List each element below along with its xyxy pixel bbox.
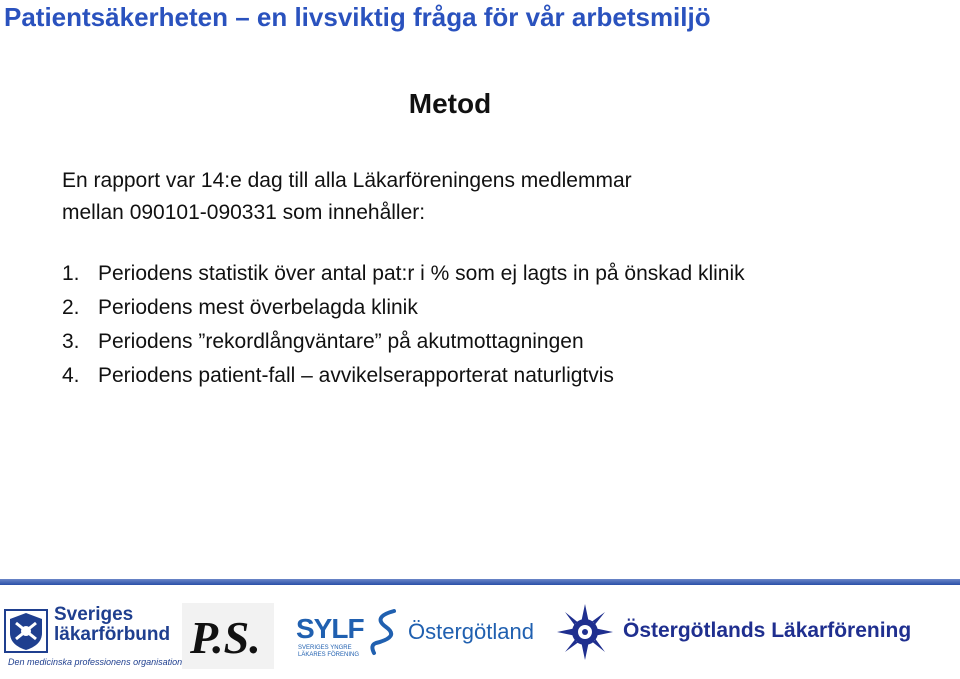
sylf-ostergotland-logo bbox=[296, 603, 546, 669]
star-emblem-logo bbox=[556, 603, 614, 661]
report-contents-list bbox=[62, 257, 745, 393]
list-item-text: Periodens patient-fall – avvikelserapporterat naturligtvis bbox=[98, 364, 614, 387]
slide-title: Patientsäkerheten – en livsviktig fråga för vår arbetsmiljö bbox=[4, 2, 711, 32]
star-emblem-icon bbox=[556, 603, 614, 661]
crest-icon bbox=[4, 609, 48, 653]
list-item bbox=[62, 359, 745, 393]
sylf-mark: SYLF bbox=[296, 613, 364, 644]
list-item-number: 3. bbox=[62, 330, 80, 353]
ps-logo-text: P.S. bbox=[190, 612, 261, 663]
list-item-text: Periodens ”rekordlångväntare” på akutmottagningen bbox=[98, 330, 584, 353]
list-item-number: 4. bbox=[62, 364, 80, 387]
list-item-text: Periodens statistik över antal pat:r i % som ej lagts in på önskad klinik bbox=[98, 262, 745, 285]
list-item bbox=[62, 257, 745, 291]
intro-line-1: En rapport var 14:e dag till alla Läkarföreningens medlemmar bbox=[62, 169, 632, 192]
sylf-subtitle: SVERIGES YNGRE LÄKARES FÖRENING bbox=[298, 645, 360, 658]
list-item bbox=[62, 325, 745, 359]
intro-text bbox=[62, 165, 632, 229]
sl-logo-name: Sveriges läkarförbund bbox=[54, 604, 171, 645]
ps-logo bbox=[182, 603, 274, 669]
organization-name: Östergötlands Läkarförening bbox=[623, 619, 912, 642]
ps-logo-mark bbox=[182, 603, 274, 669]
list-item-number: 2. bbox=[62, 296, 80, 319]
footer bbox=[0, 597, 960, 677]
list-item-number: 1. bbox=[62, 262, 80, 285]
sveriges-lakarforbund-logo bbox=[4, 603, 183, 669]
list-item bbox=[62, 291, 745, 325]
wave-icon bbox=[366, 607, 406, 657]
sylf-region: Östergötland bbox=[408, 619, 534, 644]
footer-divider bbox=[0, 579, 960, 585]
intro-line-2: mellan 090101-090331 som innehåller: bbox=[62, 201, 426, 224]
section-heading: Metod bbox=[408, 88, 492, 119]
sl-logo-tagline: Den medicinska professionens organisation bbox=[8, 657, 183, 667]
list-item-text: Periodens mest överbelagda klinik bbox=[98, 296, 418, 319]
